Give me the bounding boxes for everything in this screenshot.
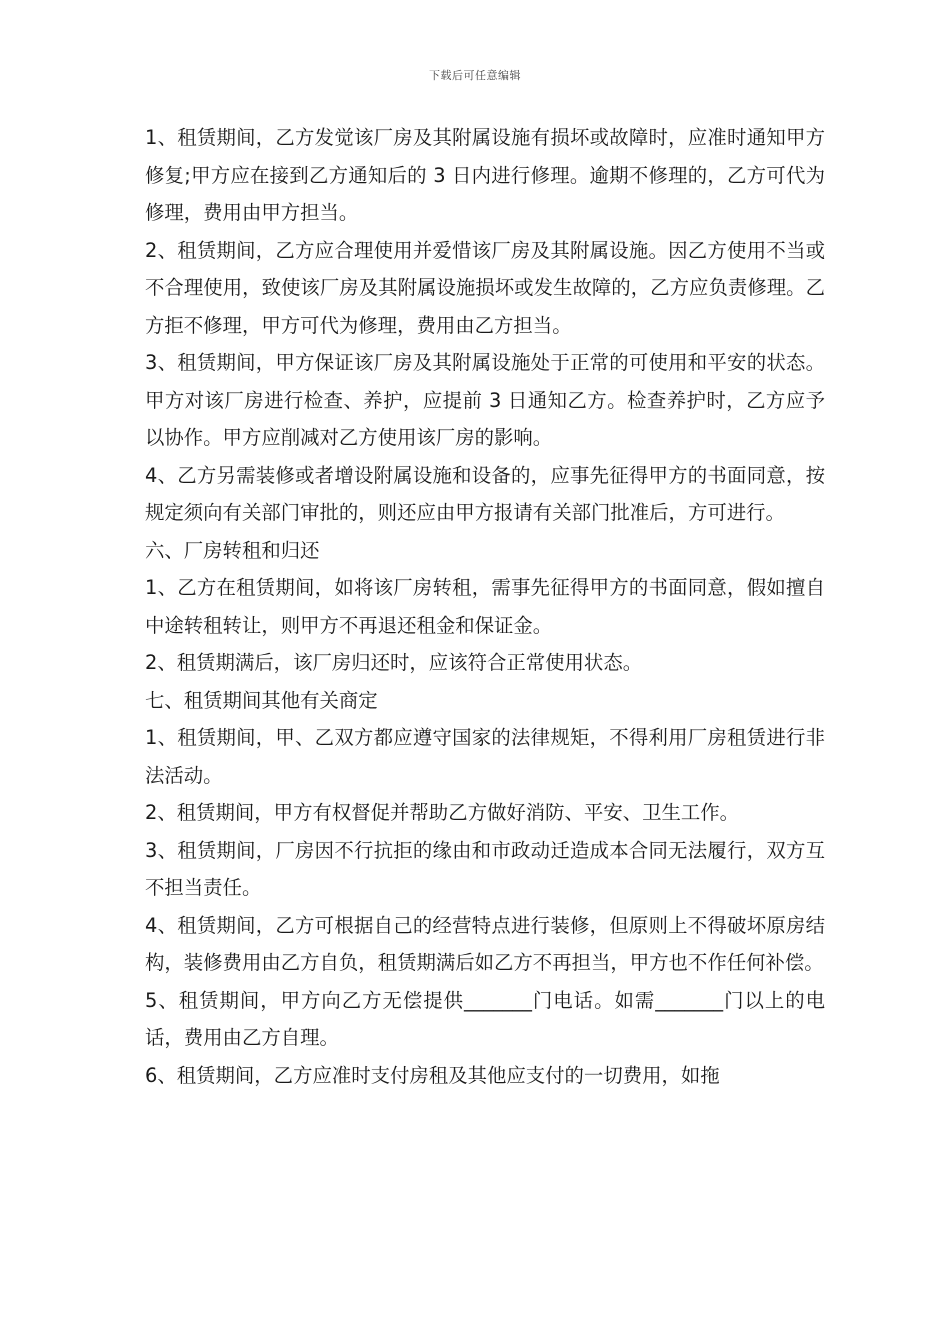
paragraph-decoration: 4、租赁期间，乙方可根据自己的经营特点进行装修，但原则上不得破坏原房结构，装修费用由乙方自负，租赁期满后如乙方不再担当，甲方也不作任何补偿。	[145, 913, 825, 974]
paragraph-sublease: 1、乙方在租赁期间，如将该厂房转租，需事先征得甲方的书面同意，假如擅自中途转租转让，则甲方不再退还租金和保证金。	[145, 576, 825, 637]
section-heading-sublease: 六、厂房转租和归还	[145, 538, 320, 562]
paragraph-force-majeure: 3、租赁期间，厂房因不行抗拒的缘由和市政动迁造成本合同无法履行，双方互不担当责任。	[145, 838, 825, 899]
paragraph-safety-inspection: 3、租赁期间，甲方保证该厂房及其附属设施处于正常的可使用和平安的状态。甲方对该厂房进行检查、养护，应提前 3 日通知乙方。检查养护时，乙方应予以协作。甲方应削减对乙方使用该厂房的影响。	[145, 351, 825, 449]
paragraph-payment: 6、租赁期间，乙方应准时支付房租及其他应支付的一切费用，如拖	[145, 1063, 720, 1087]
paragraph-repair-notice: 1、租赁期间，乙方发觉该厂房及其附属设施有损坏或故障时，应准时通知甲方修复;甲方应在接到乙方通知后的 3 日内进行修理。逾期不修理的，乙方可代为修理，费用由甲方担当。	[145, 126, 825, 224]
section-heading-other-terms: 七、租赁期间其他有关商定	[145, 688, 378, 712]
paragraph-proper-use: 2、租赁期间，乙方应合理使用并爱惜该厂房及其附属设施。因乙方使用不当或不合理使用，致使该厂房及其附属设施损坏或发生故障的，乙方应负责修理。乙方拒不修理，甲方可代为修理，费用由乙方担当。	[145, 238, 825, 337]
paragraph-fire-safety: 2、租赁期间，甲方有权督促并帮助乙方做好消防、平安、卫生工作。	[145, 801, 740, 824]
paragraph-return: 2、租赁期满后，该厂房归还时，应该符合正常使用状态。	[145, 651, 643, 674]
paragraph-legal-compliance: 1、租赁期间，甲、乙双方都应遵守国家的法律规矩，不得利用厂房租赁进行非法活动。	[145, 726, 825, 787]
page-header: 下载后可任意编辑	[429, 69, 521, 82]
document-body	[145, 119, 825, 1094]
paragraph-renovation-approval: 4、乙方另需装修或者增设附属设施和设备的，应事先征得甲方的书面同意，按规定须向有关部门审批的，则还应由甲方报请有关部门批准后，方可进行。	[145, 463, 825, 524]
paragraph-telephone: 5、租赁期间，甲方向乙方无偿提供_______门电话。如需_______门以上的电话，费用由乙方自理。	[145, 988, 825, 1049]
